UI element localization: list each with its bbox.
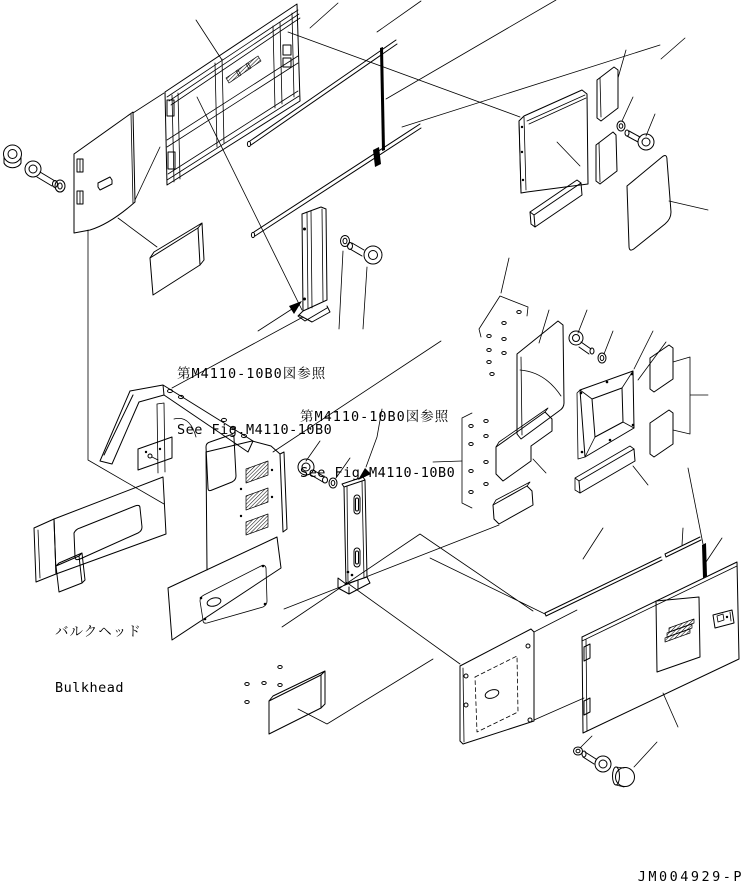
- vent-grille-icon: [246, 461, 268, 535]
- bolt-icon: [582, 751, 611, 772]
- cap-icon: [613, 767, 635, 787]
- panel-cluster-right-middle: [433, 310, 708, 544]
- front-access-panel: [460, 610, 584, 744]
- ref-note-2-jp: 第M4110-10B0図参照: [300, 409, 450, 425]
- ref-note-2: [300, 370, 455, 501]
- panel-cluster-top-right: [519, 38, 708, 250]
- washer-icon: [617, 121, 625, 131]
- left-door-panel: [74, 93, 164, 247]
- vent-grille-icon: [226, 56, 261, 83]
- fastener-group-top-left: [4, 145, 66, 192]
- cap-nut-icon: [4, 145, 22, 168]
- washer-icon: [55, 180, 65, 192]
- bulkhead-label-jp: バルクヘッド: [55, 624, 142, 640]
- small-pad: [493, 482, 533, 524]
- drawing-number: JM004929-P: [637, 869, 744, 885]
- folded-cover-panel: [519, 90, 588, 193]
- seal-strips-bottom: [545, 528, 722, 616]
- small-panel: [596, 132, 617, 184]
- strip-pad: [530, 180, 582, 227]
- large-cover-panel: [627, 156, 671, 251]
- rubber-pad: [150, 223, 204, 295]
- bolt-icon: [625, 130, 654, 150]
- frame-panel-with-opening: [577, 371, 634, 459]
- small-panel: [650, 345, 673, 392]
- vent-grille-icon: [665, 619, 694, 642]
- bulkhead-label-en: Bulkhead: [55, 680, 125, 696]
- arrow-icon: [289, 301, 302, 314]
- strip-pad: [575, 446, 635, 493]
- washer-icon: [341, 236, 350, 247]
- ref-note-1-en: See Fig.M4110-10B0: [177, 422, 333, 438]
- mounting-bracket-1: [298, 207, 382, 329]
- pad-bottom-center: [245, 525, 545, 734]
- ref-note-1-jp: 第M4110-10B0図参照: [177, 366, 327, 382]
- bolt-icon: [25, 161, 58, 188]
- bulkhead-label: [55, 585, 142, 716]
- door-assembly-bottom-right: [460, 528, 739, 787]
- ref-note-2-en: See Fig.M4110-10B0: [300, 465, 456, 481]
- small-panel: [650, 410, 673, 457]
- latch-icon: [713, 610, 734, 628]
- washer-icon: [598, 353, 606, 363]
- small-panel: [597, 67, 618, 121]
- washer-icon: [574, 747, 583, 755]
- bolt-icon: [348, 243, 383, 265]
- bolt-icon: [569, 331, 594, 354]
